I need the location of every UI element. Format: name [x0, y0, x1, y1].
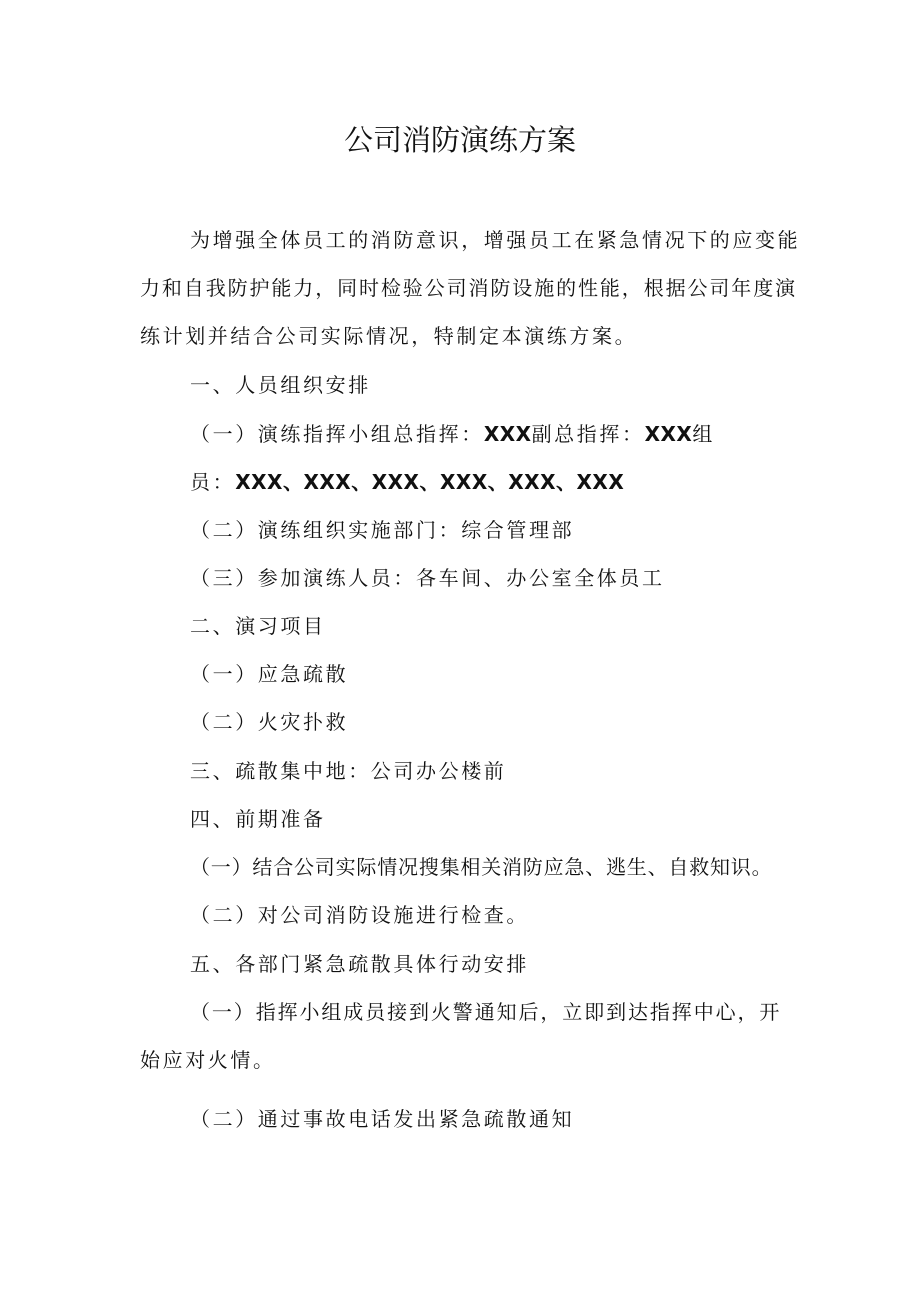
page-title: 公司消防演练方案: [343, 123, 576, 157]
section1-item1-suffix: 组: [692, 422, 715, 446]
section5-item2: （二）通过事故电话发出紧急疏散通知: [190, 1107, 575, 1131]
intro-line-3: 练计划并结合公司实际情况，特制定本演练方案。: [140, 324, 638, 348]
member-names: XXX、XXX、XXX、XXX、XXX、XXX: [235, 470, 625, 494]
section1-item3: （三）参加演练人员：各车间、办公室全体员工: [190, 566, 665, 590]
section5-heading: 五、各部门紧急疏散具体行动安排: [190, 952, 529, 976]
section1-item1-line2: [190, 468, 624, 496]
section2-item1: （一）应急疏散: [190, 662, 349, 686]
section1-item1-line1: [190, 420, 715, 448]
section3-heading: 三、疏散集中地：公司办公楼前: [190, 759, 507, 783]
commander-name: XXX: [483, 422, 532, 446]
section1-item1-prefix: （一）演练指挥小组总指挥：: [190, 422, 484, 446]
section2-item2: （二）火灾扑救: [190, 710, 349, 734]
section1-item2: （二）演练组织实施部门：综合管理部: [190, 518, 575, 542]
section1-heading: 一、人员组织安排: [190, 373, 371, 397]
section4-item2: （二）对公司消防设施进行检查。: [190, 903, 529, 927]
deputy-commander-name: XXX: [644, 422, 693, 446]
intro-line-2: 力和自我防护能力，同时检验公司消防设施的性能，根据公司年度演: [140, 276, 797, 300]
section1-item1-mid: 副总指挥：: [531, 422, 645, 446]
section4-heading: 四、前期准备: [190, 807, 326, 831]
section5-item1-line2: 始应对火情。: [140, 1048, 276, 1072]
section1-item1-line2-prefix: 员：: [190, 470, 236, 494]
intro-line-1: 为增强全体员工的消防意识，增强员工在紧急情况下的应变能: [190, 228, 801, 252]
section5-item1-line1: （一）指挥小组成员接到火警通知后，立即到达指挥中心，开: [190, 1000, 782, 1024]
section2-heading: 二、演习项目: [190, 614, 326, 638]
section4-item1: （一）结合公司实际情况搜集相关消防应急、逃生、自救知识。: [190, 855, 773, 879]
